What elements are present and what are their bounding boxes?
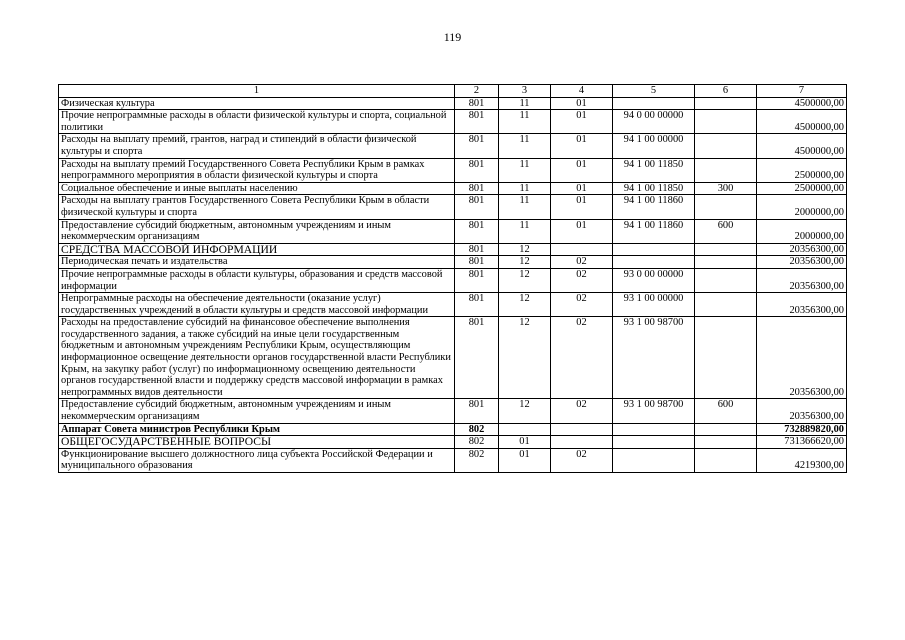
header-cell: 5	[613, 85, 695, 98]
table-row	[59, 219, 847, 243]
ministry-code-cell: 801	[455, 158, 499, 182]
subsection-code-cell: 02	[551, 317, 613, 399]
header-cell: 1	[59, 85, 455, 98]
table-row	[59, 256, 847, 269]
page-number: 119	[443, 30, 462, 44]
target-article-cell: 94 1 00 00000	[613, 134, 695, 158]
section-code-cell: 12	[499, 317, 551, 399]
amount-cell: 4219300,00	[757, 448, 847, 472]
row-name-cell: Непрограммные расходы на обеспечение деятельности (оказание услуг) государственных учреждений в области культуры и средств массовой информации	[59, 293, 455, 317]
section-code-cell: 11	[499, 195, 551, 219]
table-row	[59, 182, 847, 195]
header-cell: 6	[695, 85, 757, 98]
ministry-code-cell: 802	[455, 423, 499, 436]
table-row	[59, 243, 847, 256]
table-row	[59, 134, 847, 158]
header-cell: 7	[757, 85, 847, 98]
row-name-cell: Предоставление субсидий бюджетным, автономным учреждениям и иным некоммерческим организациям	[59, 219, 455, 243]
header-cell: 4	[551, 85, 613, 98]
subsection-code-cell	[551, 243, 613, 256]
section-code-cell: 11	[499, 110, 551, 134]
table-row	[59, 423, 847, 436]
target-article-cell	[613, 448, 695, 472]
row-name-cell: Аппарат Совета министров Республики Крым	[59, 423, 455, 436]
header-cell: 3	[499, 85, 551, 98]
subsection-code-cell	[551, 423, 613, 436]
expense-type-cell	[695, 110, 757, 134]
table-row	[59, 195, 847, 219]
subsection-code-cell: 01	[551, 219, 613, 243]
amount-cell: 20356300,00	[757, 317, 847, 399]
section-code-cell: 11	[499, 158, 551, 182]
row-name-cell: ОБЩЕГОСУДАРСТВЕННЫЕ ВОПРОСЫ	[59, 436, 455, 449]
expense-type-cell	[695, 423, 757, 436]
ministry-code-cell: 801	[455, 134, 499, 158]
section-code-cell: 01	[499, 448, 551, 472]
budget-table	[58, 84, 847, 473]
section-code-cell: 11	[499, 219, 551, 243]
table-row	[59, 317, 847, 399]
expense-type-cell	[695, 448, 757, 472]
ministry-code-cell: 802	[455, 436, 499, 449]
row-name-cell: Расходы на предоставление субсидий на финансовое обеспечение выполнения государственного задания, а также субсидий на иные цели государственным бюджетным и автономным учреждениям Республики Крым, осуществляющим информационное освещение деятельности органов государственной власти Республики Крым, на закупку работ (услуг) по информационному освещению деятельности органов государственной власти и поддержку средств массовой информации в рамках непрограммных видов деятельности	[59, 317, 455, 399]
ministry-code-cell: 801	[455, 219, 499, 243]
section-code-cell: 11	[499, 182, 551, 195]
subsection-code-cell: 01	[551, 195, 613, 219]
row-name-cell: Физическая культура	[59, 97, 455, 110]
amount-cell: 2000000,00	[757, 219, 847, 243]
subsection-code-cell: 02	[551, 293, 613, 317]
amount-cell: 20356300,00	[757, 293, 847, 317]
amount-cell: 732889820,00	[757, 423, 847, 436]
ministry-code-cell: 801	[455, 97, 499, 110]
ministry-code-cell: 801	[455, 243, 499, 256]
subsection-code-cell: 01	[551, 182, 613, 195]
row-name-cell: Расходы на выплату грантов Государственного Совета Республики Крым в области физической культуры и спорта	[59, 195, 455, 219]
target-article-cell	[613, 423, 695, 436]
subsection-code-cell: 01	[551, 97, 613, 110]
ministry-code-cell: 802	[455, 448, 499, 472]
row-name-cell: Расходы на выплату премий, грантов, наград и стипендий в области физической культуры и спорта	[59, 134, 455, 158]
row-name-cell: Функционирование высшего должностного лица субъекта Российской Федерации и муниципального образования	[59, 448, 455, 472]
row-name-cell: Социальное обеспечение и иные выплаты населению	[59, 182, 455, 195]
target-article-cell	[613, 243, 695, 256]
section-code-cell: 12	[499, 268, 551, 292]
subsection-code-cell	[551, 436, 613, 449]
row-name-cell: Предоставление субсидий бюджетным, автономным учреждениям и иным некоммерческим организациям	[59, 399, 455, 423]
expense-type-cell	[695, 243, 757, 256]
expense-type-cell	[695, 256, 757, 269]
table-row	[59, 268, 847, 292]
target-article-cell: 93 1 00 98700	[613, 399, 695, 423]
expense-type-cell	[695, 268, 757, 292]
section-code-cell: 01	[499, 436, 551, 449]
subsection-code-cell: 02	[551, 399, 613, 423]
target-article-cell	[613, 256, 695, 269]
expense-type-cell	[695, 436, 757, 449]
table-row	[59, 158, 847, 182]
table-header-row	[59, 85, 847, 98]
table-row	[59, 110, 847, 134]
target-article-cell: 94 1 00 11850	[613, 182, 695, 195]
expense-type-cell	[695, 293, 757, 317]
section-code-cell: 11	[499, 97, 551, 110]
row-name-cell: Прочие непрограммные расходы в области культуры, образования и средств массовой информации	[59, 268, 455, 292]
row-name-cell: Расходы на выплату премий Государственного Совета Республики Крым в рамках непрограммного мероприятия в области физической культуры и спорта	[59, 158, 455, 182]
target-article-cell: 93 1 00 00000	[613, 293, 695, 317]
target-article-cell	[613, 436, 695, 449]
amount-cell: 731366620,00	[757, 436, 847, 449]
expense-type-cell	[695, 158, 757, 182]
expense-type-cell: 600	[695, 219, 757, 243]
subsection-code-cell: 01	[551, 134, 613, 158]
row-name-cell: СРЕДСТВА МАССОВОЙ ИНФОРМАЦИИ	[59, 243, 455, 256]
target-article-cell: 93 1 00 98700	[613, 317, 695, 399]
ministry-code-cell: 801	[455, 317, 499, 399]
amount-cell: 20356300,00	[757, 256, 847, 269]
subsection-code-cell: 01	[551, 110, 613, 134]
amount-cell: 2500000,00	[757, 158, 847, 182]
target-article-cell: 94 0 00 00000	[613, 110, 695, 134]
target-article-cell	[613, 97, 695, 110]
table-row	[59, 436, 847, 449]
expense-type-cell: 600	[695, 399, 757, 423]
ministry-code-cell: 801	[455, 293, 499, 317]
target-article-cell: 94 1 00 11860	[613, 219, 695, 243]
amount-cell: 20356300,00	[757, 268, 847, 292]
expense-type-cell: 300	[695, 182, 757, 195]
expense-type-cell	[695, 97, 757, 110]
table-row	[59, 293, 847, 317]
amount-cell: 4500000,00	[757, 97, 847, 110]
subsection-code-cell: 02	[551, 448, 613, 472]
expense-type-cell	[695, 195, 757, 219]
section-code-cell: 11	[499, 134, 551, 158]
section-code-cell: 12	[499, 256, 551, 269]
section-code-cell: 12	[499, 243, 551, 256]
subsection-code-cell: 01	[551, 158, 613, 182]
amount-cell: 2000000,00	[757, 195, 847, 219]
ministry-code-cell: 801	[455, 256, 499, 269]
subsection-code-cell: 02	[551, 256, 613, 269]
ministry-code-cell: 801	[455, 195, 499, 219]
amount-cell: 20356300,00	[757, 399, 847, 423]
ministry-code-cell: 801	[455, 399, 499, 423]
target-article-cell: 93 0 00 00000	[613, 268, 695, 292]
amount-cell: 20356300,00	[757, 243, 847, 256]
table-row	[59, 448, 847, 472]
header-cell: 2	[455, 85, 499, 98]
amount-cell: 2500000,00	[757, 182, 847, 195]
section-code-cell: 12	[499, 399, 551, 423]
row-name-cell: Прочие непрограммные расходы в области физической культуры и спорта, социальной политики	[59, 110, 455, 134]
section-code-cell	[499, 423, 551, 436]
row-name-cell: Периодическая печать и издательства	[59, 256, 455, 269]
table-row	[59, 399, 847, 423]
target-article-cell: 94 1 00 11850	[613, 158, 695, 182]
table-row	[59, 97, 847, 110]
subsection-code-cell: 02	[551, 268, 613, 292]
expense-type-cell	[695, 134, 757, 158]
ministry-code-cell: 801	[455, 268, 499, 292]
section-code-cell: 12	[499, 293, 551, 317]
ministry-code-cell: 801	[455, 182, 499, 195]
expense-type-cell	[695, 317, 757, 399]
target-article-cell: 94 1 00 11860	[613, 195, 695, 219]
ministry-code-cell: 801	[455, 110, 499, 134]
amount-cell: 4500000,00	[757, 134, 847, 158]
amount-cell: 4500000,00	[757, 110, 847, 134]
